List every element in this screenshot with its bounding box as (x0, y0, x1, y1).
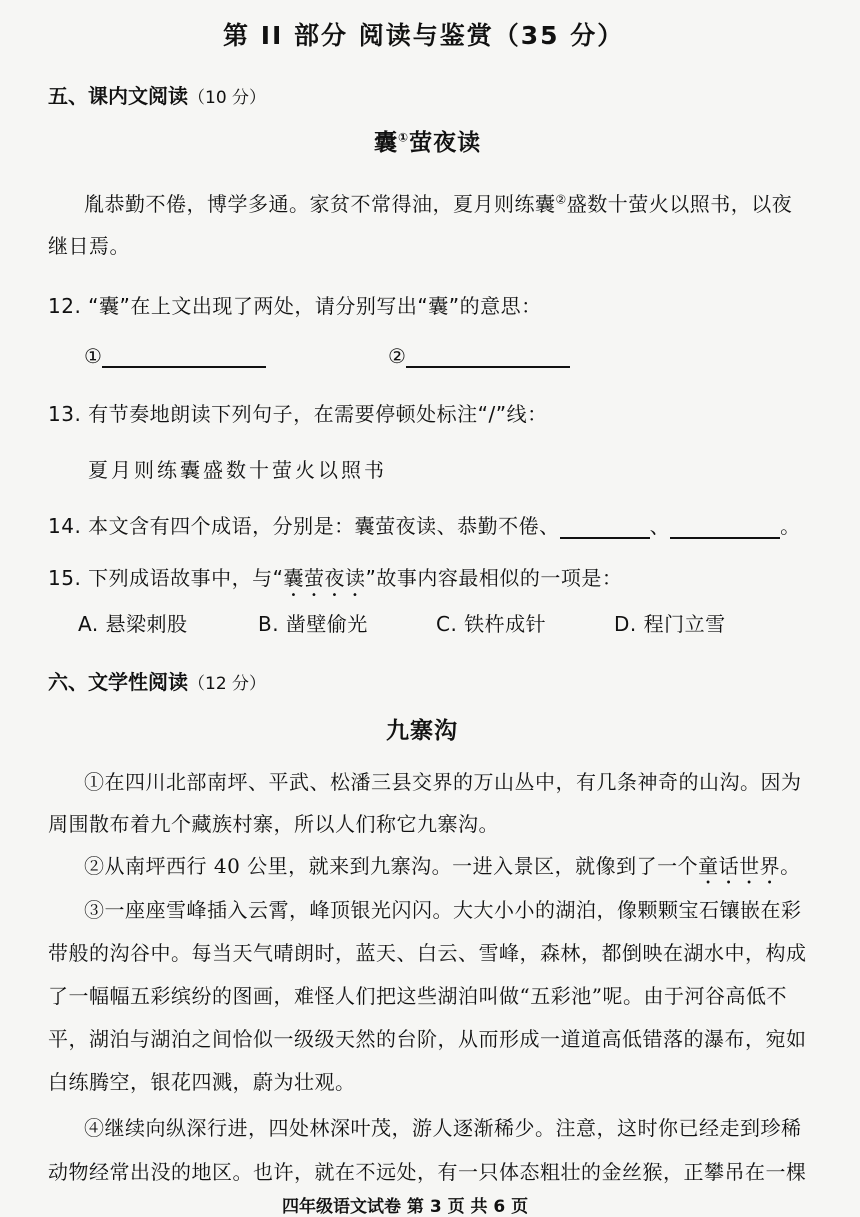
section6-points: （12 分） (188, 674, 267, 694)
question-15 (48, 562, 622, 601)
article-title-char: 囊 (374, 130, 398, 156)
p3-line-3: 了一幅幅五彩缤纷的图画，难怪人们把这些湖泊叫做“五彩池”呢。由于河谷高低不 (48, 984, 787, 1008)
p2-line-1 (84, 850, 801, 889)
question-13: 13. 有节奏地朗读下列句子，在需要停顿处标注“/”线： (48, 402, 548, 426)
part-title: 第 II 部分 阅读与鉴赏（35 分） (223, 21, 625, 50)
q15-text-b: ”故事内容最相似的一项是： (365, 566, 623, 590)
q12-blank1-label: ① (84, 344, 103, 368)
q15-text-a: 15. 下列成语故事中，与“ (48, 566, 284, 590)
section6-heading-text: 六、文学性阅读 (48, 670, 188, 694)
footnote-marker-2: ② (555, 192, 567, 207)
article-title-rest: 萤夜读 (409, 130, 482, 156)
passage-line-2: 继日焉。 (48, 234, 130, 258)
q15-option-a[interactable]: A. 悬梁刺股 (78, 612, 188, 636)
q15-dotted-phrase: 囊萤夜读 (283, 566, 366, 590)
q12-answer-2 (388, 344, 570, 368)
passage-text-b: 盛数十萤火以照书，以夜 (566, 192, 793, 216)
q15-option-c[interactable]: C. 铁杵成针 (436, 612, 547, 636)
p4-line-2: 动物经常出没的地区。也许，就在不远处，有一只体态粗壮的金丝猴，正攀吊在一棵 (48, 1160, 807, 1184)
q14-answer-blank-2[interactable] (670, 517, 780, 539)
q14-text: 14. 本文含有四个成语，分别是：囊萤夜读、恭勤不倦、 (48, 514, 560, 538)
p2-dotted-phrase: 童话世界 (698, 854, 781, 878)
footnote-marker-1: ① (398, 130, 410, 145)
article-title-yingye (374, 124, 481, 157)
p3-line-1: ③一座座雪峰插入云霄，峰顶银光闪闪。大大小小的湖泊，像颗颗宝石镶嵌在彩 (84, 898, 802, 922)
q12-blank2-label: ② (388, 344, 407, 368)
section6-heading (48, 666, 266, 695)
passage-text-a: 胤恭勤不倦，博学多通。家贫不常得油，夏月则练囊 (84, 192, 556, 216)
q15-option-b[interactable]: B. 凿壁偷光 (258, 612, 368, 636)
article-title-jiuzhaigou: 九寨沟 (386, 718, 458, 744)
q12-answer-blank-1[interactable] (102, 346, 266, 368)
q14-sep: 、 (649, 514, 671, 538)
q14-answer-blank-1[interactable] (560, 517, 650, 539)
q13-sentence: 夏月则练囊盛数十萤火以照书 (88, 458, 387, 482)
q15-option-d[interactable]: D. 程门立雪 (614, 612, 726, 636)
p2-text-b: 。 (780, 854, 801, 878)
p3-line-5: 白练腾空，银花四溅，蔚为壮观。 (48, 1070, 356, 1094)
p4-line-1: ④继续向纵深行进，四处林深叶茂，游人逐渐稀少。注意，这时你已经走到珍稀 (84, 1116, 802, 1140)
p3-line-2: 带般的沟谷中。每当天气晴朗时，蓝天、白云、雪峰，森林，都倒映在湖水中，构成 (48, 941, 807, 965)
p1-line-1: ①在四川北部南坪、平武、松潘三县交界的万山丛中，有几条神奇的山沟。因为 (84, 770, 802, 794)
passage-line-1 (84, 188, 792, 217)
q12-answer-1 (84, 344, 266, 368)
q12-answer-blank-2[interactable] (406, 346, 570, 368)
q14-end: 。 (780, 514, 801, 538)
section5-heading (48, 80, 266, 109)
question-12: 12. “囊”在上文出现了两处，请分别写出“囊”的意思： (48, 294, 542, 318)
page-footer: 四年级语文试卷 第 3 页 共 6 页 (282, 1197, 529, 1217)
p2-text-a: ②从南坪西行 40 公里，就来到九寨沟。一进入景区，就像到了一个 (84, 854, 699, 878)
section5-heading-text: 五、课内文阅读 (48, 84, 188, 108)
p1-line-2: 周围散布着九个藏族村寨，所以人们称它九寨沟。 (48, 812, 499, 836)
p3-line-4: 平，湖泊与湖泊之间恰似一级级天然的台阶，从而形成一道道高低错落的瀑布，宛如 (48, 1027, 807, 1051)
section5-points: （10 分） (188, 88, 267, 108)
question-14 (48, 510, 801, 539)
